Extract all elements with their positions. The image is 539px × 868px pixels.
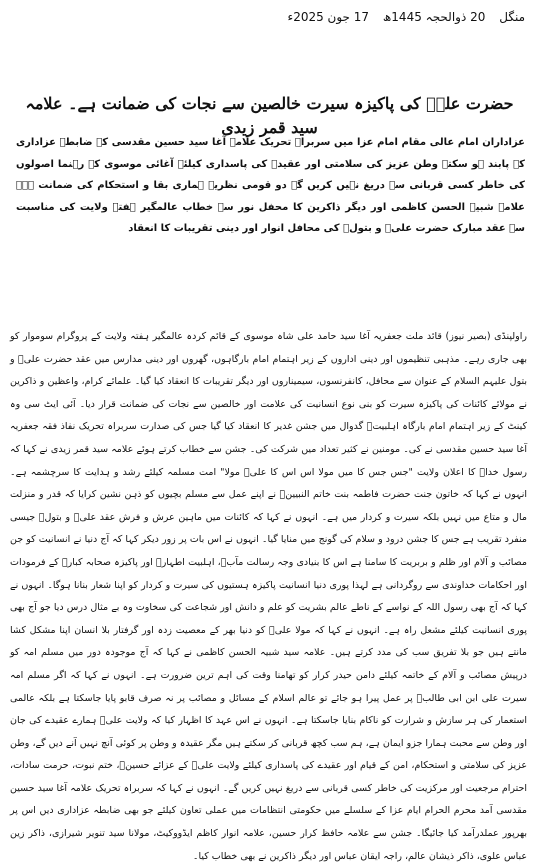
article-body <box>10 326 527 868</box>
headline: حضرت علیؑ کی پاکیزہ سیرت خالصین سے نجات کی ضمانت ہے۔ علامہ سید قمر زیدی <box>25 94 514 137</box>
dateline-day: منگل <box>499 10 525 24</box>
article-text: قائد ملت جعفریہ آغا سید حامد علی شاہ موسوی کے قائم کردہ عالمگیر ہفتہ ولایت کے پروگرام سوموار کو بھی جاری رہے۔ مذہبی تنظیموں اور دینی اداروں کے زیر اہتمام امام بارگاہوں، گھروں اور دینی مدارس میں عقد حضرت علیؑ و بتول علیہم السلام کے عنوان سے محافل، کانفرنسوں، سیمیناروں اور دیگر تقریبات کا انعقاد کیا گیا۔ علمائے کرام، واعظین و ذاکرین نے مولائے کائنات کی پاکیزہ سیرت کو بنی نوع انسانیت کی علامت اور خالصین سے نجات کی ضمانت قرار دیا۔ آئی ایٹ سی وہ کینٹ کے زیر اہتمام امام بارگاہ اہلبیتؑ گدوال میں جشن غدیر کا انعقاد کیا گیا جس کی صدارت سربراہ تحریک نفاذ فقہ جعفریہ آغا سید حسین مقدسی نے کی۔ مومنین نے کثیر تعداد میں شرکت کی۔ جشن سے خطاب کرتے ہوئے علامہ سید قمر زیدی نے کہا کہ رسول خداؐ کا اعلان ولایت "جس جس کا میں مولا اس اس کا علیؑ مولا" امت مسلمہ کیلئے رشد و ہدایت کا سرچشمہ ہے۔ انہوں نے کہا کہ خاتون جنت حضرت فاطمہ بنت خاتم النبیینؐ نے اپنے عمل سے مسلم بچیوں کو ذہن نشین کرایا کہ قدر و منزلت مال و متاع میں نہیں بلکہ سیرت و کردار میں ہے۔ انہوں نے کہا کہ کائنات میں ماہین عرش و فرش عقد علیؑ و بتولؑ جیسی منفرد تقریب ہے جس کا جشن درود و سلام کی گونج میں منایا گیا۔ انہوں نے اس بات پر زور دیکر کہا کہ آج دنیا نے انسانیت کو جن مصائب و آلام اور ظلم و بربریت کا سامنا ہے اس کا بنیادی وجہ رسالت مآبؐ، اہلبیت اطہارؑ اور پاکیزہ صحابہ کبارؓ کے فرمودات اور احکامات خداوندی سے روگردانی ہے لہذا پوری دنیا انسانیت پاکیزہ ہستیوں کی سیرت و کردار کو اپنا شعار بنانا ہوگا۔ انہوں نے کہا کہ آج بھی رسول اللہ کے نواسے کے ناطے عالم بشریت کو علم و دانش اور شجاعت کی سخاوت وہ بے مثال درس دیا جو آج بھی پوری انسانیت کیلئے مشعل راہ ہے۔ انہوں نے کہا کہ مولا علیؑ کو دنیا بھر کے معصیت زدہ اور گرفتار بلا انسان اپنا مشکل کشا مانتے ہیں جو بلا تفریق سب کی مدد کرتے ہیں۔ علامہ سید شبیہ الحسن کاظمی نے کہا کہ آج موجودہ دور میں مسلم امہ کو درپیش مصائب و آلام کے خاتمہ کیلئے دامن حیدر کرار کو تھامنا وقت کی اہم ترین ضرورت ہے۔ انہوں نے کہا کہ اگر مسلم امہ سیرت علی ابن ابی طالبؑ پر عمل پیرا ہو جائے تو عالم اسلام کے مسائل و مصائب پر نہ صرف قابو پایا جاسکتا ہے بلکہ عالمی استعمار کی ہر سازش و شرارت کو ناکام بنایا جاسکتا ہے۔ انہوں نے اس عہد کا اظہار کیا کہ ولایت علیؑ ہمارے عقیدے کی جان اور وطن سے محبت ہمارا جزو ایمان ہے، ہم سب کچھ قربانی کر سکتے ہیں مگر عقیدہ و وطن پر کوئی آنچ نہیں آنے دیں گے، وطن عزیز کی سلامتی و استحکام، امن کے قیام اور عقیدے کی پاسداری کیلئے ولایت علیؑ کے عزائے حسینؑ، ختم نبوت، حرمت سادات، احترام مرجعیت اور مرکزیت کی خاطر کسی قربانی سے دریغ نہیں کریں گے۔ انہوں نے کہا کہ سربراہ تحریک علامہ آغا سید حسین مقدسی آمد محرم الحرام ایام عزا کے سلسلے میں حکومتی انتظامات میں عملی تعاون کیلئے جو بھی ضابطہ عزاداری دیں اس پر بھرپور عملدرآمد کیا جائیگا۔ جشن سے علامہ حافظ کرار حسین، علامہ انوار کاظم ایڈووکیٹ، مولانا سید تنویر شیرازی، ذاکر زین عباس علوی، ذاکر ذیشان عالم، راجہ ایقان عباس اور دیگر ذاکرین نے بھی خطاب کیا۔ <box>10 331 527 862</box>
article-paragraph <box>10 326 527 868</box>
dateline-city: راولپنڈی <box>494 331 527 342</box>
summary-text: عزاداران امام عالی مقام امام عزا میں سربراہ تحریک علامہ آغا سید حسین مقدسی کے ضابطہ عزاداری کے پابند ہو سکتے وطن عزیز کی سلامتی اور عقیدے کی پاسداری کیلئے آغائی موسوی کے رہنما اصولوں کی خاطر کسی قربانی سے دریغ نہیں کریں گے دو قومی نظریہ ہماری بقا و استحکام کی ضمانت ہے۔ علامہ شبیہ الحسن کاظمی اور دیگر ذاکرین کا محفل نور سے خطاب عالمگیر ہفتہ ولایت کی مناسبت سے عقد مبارک حضرت علیؑ و بتولؑ کی محافل انوار اور دینی تقریبات کا انعقاد <box>16 137 525 235</box>
news-agency: (بصیر نیوز) <box>445 331 491 342</box>
dateline-gregorian: 17 جون 2025ء <box>287 10 370 24</box>
dateline-hijri: 20 ذوالحجہ 1445ھ <box>382 10 486 24</box>
summary-block <box>16 132 525 240</box>
dateline <box>14 8 525 26</box>
